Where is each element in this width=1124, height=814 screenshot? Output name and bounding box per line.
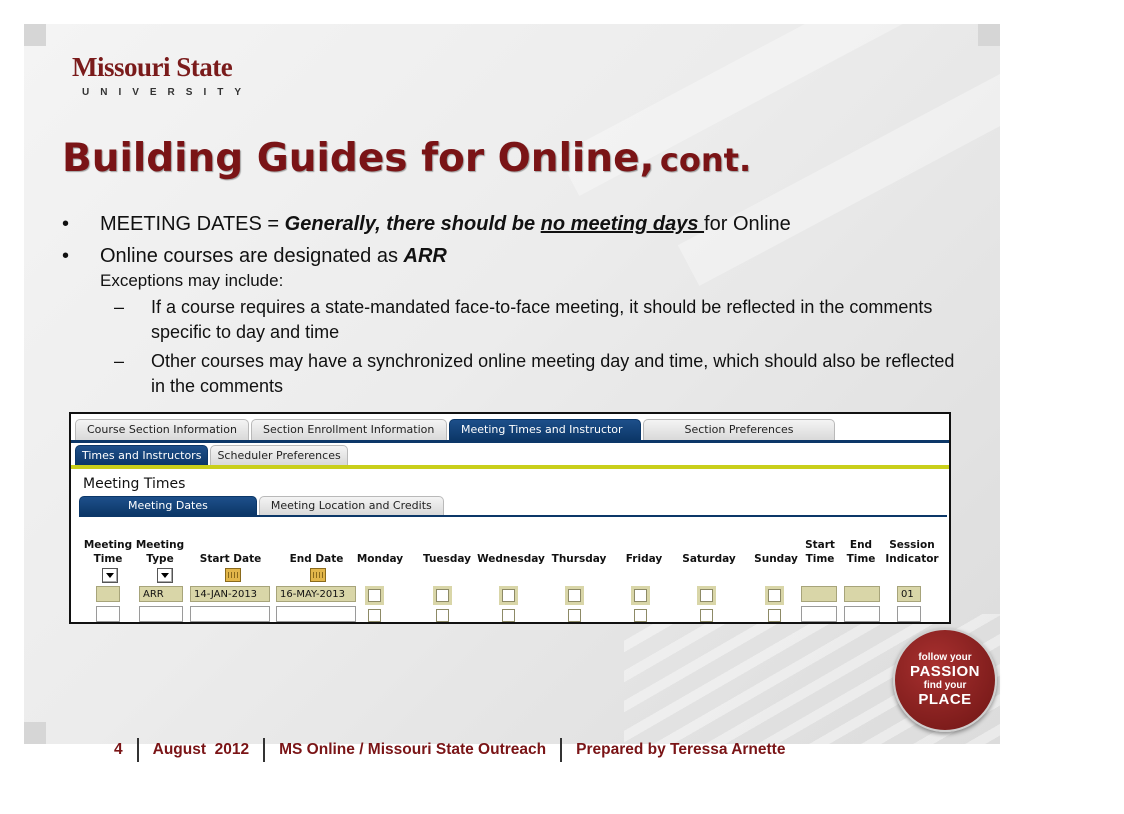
end-time-field[interactable] xyxy=(844,586,880,602)
col-meeting-time: Meeting Time xyxy=(83,539,133,565)
start-date-calendar-icon[interactable] xyxy=(225,568,241,582)
meeting-time-field[interactable] xyxy=(96,606,120,622)
meeting-time-field[interactable] xyxy=(96,586,120,602)
footer-divider xyxy=(137,738,139,762)
inner-tab-underline xyxy=(79,515,947,517)
bullet-emphasis: ARR xyxy=(403,245,447,267)
sub-bullet-face-to-face xyxy=(62,295,962,345)
sub-tab-bar xyxy=(75,445,350,465)
tab-section-enrollment-information[interactable]: Section Enrollment Information xyxy=(251,419,447,440)
tab-times-and-instructors[interactable]: Times and Instructors xyxy=(75,445,208,465)
start-date-field[interactable]: 14-JAN-2013 xyxy=(190,586,270,602)
meeting-type-field[interactable]: ARR xyxy=(139,586,183,602)
col-sunday: Sunday xyxy=(754,553,798,565)
sunday-checkbox[interactable] xyxy=(768,609,781,622)
tab-section-preferences[interactable]: Section Preferences xyxy=(643,419,835,440)
col-start-time: Start Time xyxy=(805,539,835,565)
badge-line4: PLACE xyxy=(918,691,972,708)
footer-author: Prepared by Teressa Arnette xyxy=(576,741,786,758)
wednesday-checkbox[interactable] xyxy=(502,609,515,622)
slide-corner xyxy=(978,24,1000,46)
slide-corner xyxy=(24,24,46,46)
monday-checkbox[interactable] xyxy=(368,589,381,602)
sunday-checkbox[interactable] xyxy=(768,589,781,602)
dash-marker: – xyxy=(114,297,125,317)
col-end-date: End Date xyxy=(289,553,344,565)
thursday-checkbox[interactable] xyxy=(568,589,581,602)
bullet-marker: • xyxy=(62,245,70,267)
friday-checkbox[interactable] xyxy=(634,609,647,622)
logo-subtitle: UNIVERSITY xyxy=(82,87,253,98)
session-indicator-field[interactable] xyxy=(897,606,921,622)
footer-divider xyxy=(263,738,265,762)
sub-bullet-synchronized xyxy=(62,349,962,399)
start-date-field[interactable] xyxy=(190,606,270,622)
bullet-suffix: for Online xyxy=(704,213,791,235)
end-time-field[interactable] xyxy=(844,606,880,622)
col-wednesday: Wednesday xyxy=(477,553,545,565)
col-thursday: Thursday xyxy=(551,553,607,565)
bullet-marker: • xyxy=(62,213,70,235)
thursday-checkbox[interactable] xyxy=(568,609,581,622)
bullet-underlined: no meeting days xyxy=(540,213,705,235)
tuesday-checkbox[interactable] xyxy=(436,589,449,602)
monday-checkbox[interactable] xyxy=(368,609,381,622)
footer-org: MS Online / Missouri State Outreach xyxy=(279,741,547,758)
col-saturday: Saturday xyxy=(682,553,736,565)
col-monday: Monday xyxy=(356,553,404,565)
section-title: Meeting Times xyxy=(83,476,186,492)
main-tab-bar xyxy=(75,419,837,440)
slide xyxy=(24,24,1000,758)
badge-line3: find your xyxy=(923,680,967,691)
col-friday: Friday xyxy=(625,553,663,565)
col-end-time: End Time xyxy=(846,539,876,565)
col-tuesday: Tuesday xyxy=(423,553,471,565)
meeting-type-dropdown-icon[interactable] xyxy=(157,568,173,583)
col-meeting-type: Meeting Type xyxy=(135,539,185,565)
badge-line1: follow your xyxy=(918,652,972,663)
slide-footer xyxy=(114,738,785,762)
bullet-arr xyxy=(62,244,962,268)
col-start-date: Start Date xyxy=(199,553,262,565)
tab-meeting-dates[interactable]: Meeting Dates xyxy=(79,496,257,515)
bullet-meeting-dates xyxy=(62,212,962,236)
title-cont: cont. xyxy=(659,141,752,179)
session-indicator-field[interactable]: 01 xyxy=(897,586,921,602)
tab-underline xyxy=(71,440,949,443)
accent-bar xyxy=(71,465,949,469)
sub-bullet-text: Other courses may have a synchronized online meeting day and time, which should also be reflected in the comments xyxy=(151,351,955,396)
slide-corner xyxy=(24,722,46,744)
col-session-indicator: Session Indicator xyxy=(885,539,939,565)
tab-meeting-location-and-credits[interactable]: Meeting Location and Credits xyxy=(259,496,444,515)
bullet-emphasis: Generally, there should be xyxy=(284,213,541,235)
inner-tab-bar xyxy=(79,496,446,515)
slide-content xyxy=(62,212,962,399)
meeting-type-field[interactable] xyxy=(139,606,183,622)
start-time-field[interactable] xyxy=(801,586,837,602)
end-date-calendar-icon[interactable] xyxy=(310,568,326,582)
meeting-time-dropdown-icon[interactable] xyxy=(102,568,118,583)
dash-marker: – xyxy=(114,351,125,371)
start-time-field[interactable] xyxy=(801,606,837,622)
tab-scheduler-preferences[interactable]: Scheduler Preferences xyxy=(210,445,347,465)
passion-place-badge xyxy=(893,628,997,732)
sub-bullet-text: If a course requires a state-mandated face-to-face meeting, it should be reflected in the comments specific to day and time xyxy=(151,297,933,342)
bullet-prefix: MEETING DATES = xyxy=(100,213,285,235)
footer-date: August 2012 xyxy=(152,741,250,758)
saturday-checkbox[interactable] xyxy=(700,589,713,602)
tuesday-checkbox[interactable] xyxy=(436,609,449,622)
friday-checkbox[interactable] xyxy=(634,589,647,602)
badge-line2: PASSION xyxy=(910,663,980,680)
logo-wordmark: Missouri State xyxy=(72,52,233,82)
university-logo xyxy=(72,52,252,98)
saturday-checkbox[interactable] xyxy=(700,609,713,622)
banner-screenshot xyxy=(69,412,951,624)
tab-course-section-information[interactable]: Course Section Information xyxy=(75,419,249,440)
exceptions-label: Exceptions may include: xyxy=(100,271,284,290)
wednesday-checkbox[interactable] xyxy=(502,589,515,602)
slide-title xyxy=(62,136,751,181)
background-swoosh xyxy=(624,614,1124,814)
end-date-field[interactable] xyxy=(276,606,356,622)
tab-meeting-times-and-instructor[interactable]: Meeting Times and Instructor xyxy=(449,419,641,440)
footer-divider xyxy=(560,738,562,762)
title-main: Building Guides for Online, xyxy=(62,136,655,181)
end-date-field[interactable]: 16-MAY-2013 xyxy=(276,586,356,602)
page-number: 4 xyxy=(114,741,123,758)
bullet-prefix: Online courses are designated as xyxy=(100,245,404,267)
